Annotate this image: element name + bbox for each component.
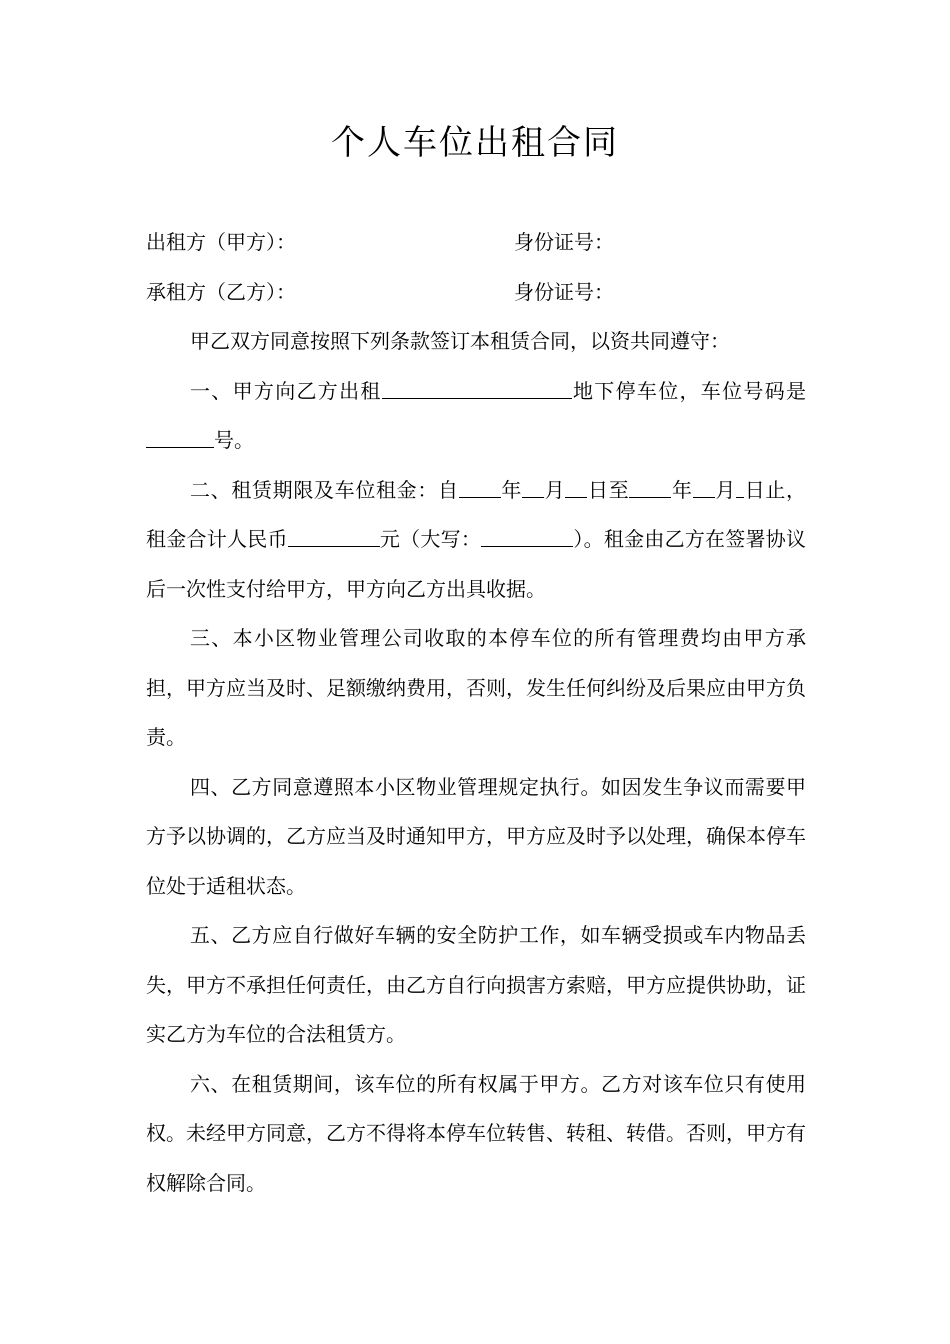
clause-2-text-e: 年 — [671, 477, 693, 502]
start-day-blank — [565, 475, 587, 498]
clause-4: 四、乙方同意遵照本小区物业管理规定执行。如因发生争议而需要甲方予以协调的，乙方应当及时通知甲方，甲方应及时予以处理，确保本停车位处于适租状态。 — [146, 774, 806, 898]
lessor-line — [146, 218, 806, 268]
end-day-blank — [736, 475, 744, 498]
contract-body — [146, 218, 806, 1208]
rent-amount-blank — [288, 524, 380, 547]
end-year-blank — [629, 475, 671, 498]
start-month-blank — [522, 475, 544, 498]
end-month-blank — [693, 475, 715, 498]
clause-3: 三、本小区物业管理公司收取的本停车位的所有管理费均由甲方承担，甲方应当及时、足额缴纳费用，否则，发生任何纠纷及后果应由甲方负责。 — [146, 626, 806, 749]
document-title: 个人车位出租合同 — [331, 123, 619, 163]
clause-2-text-g: 日止，租金合计人民币 — [146, 477, 807, 551]
clause-2-text-d: 日至 — [587, 477, 630, 502]
clause-2-text-c: 月 — [544, 477, 566, 502]
start-year-blank — [459, 475, 501, 498]
clause-1-text-a: 一、甲方向乙方出租 — [190, 378, 382, 403]
lessee-id-label: 身份证号： — [514, 279, 614, 304]
lessee-line — [146, 268, 806, 318]
clause-1-text-c: 号。 — [214, 428, 254, 452]
clause-2-text-h: 元（大写： — [379, 527, 482, 551]
clause-5: 五、乙方应自行做好车辆的安全防护工作，如车辆受损或车内物品丢失，甲方不承担任何责任，由乙方自行向损害方索赔，甲方应提供协助，证实乙方为车位的合法租赁方。 — [146, 923, 806, 1046]
intro-paragraph: 甲乙双方同意按照下列条款签订本租赁合同，以资共同遵守： — [190, 329, 730, 353]
clause-2-text-i: ）。租金由乙方在签署协议后一次性支付给甲方，甲方向乙方出具收据。 — [146, 527, 807, 601]
lessee-label: 承租方（乙方）： — [146, 279, 296, 304]
clause-1 — [146, 367, 806, 466]
space-number-blank — [146, 425, 214, 448]
parking-location-blank — [382, 376, 572, 399]
clause-6: 六、在租赁期间，该车位的所有权属于甲方。乙方对该车位只有使用权。未经甲方同意，乙方不得将本停车位转售、转租、转借。否则，甲方有权解除合同。 — [146, 1071, 806, 1195]
clause-2-text-b: 年 — [500, 477, 523, 502]
clause-2-text-a: 二、租赁期限及车位租金：自 — [190, 477, 459, 502]
lessor-id-label: 身份证号： — [514, 230, 614, 254]
clause-2-text-f: 月 — [714, 477, 737, 502]
lessor-label: 出租方（甲方）： — [146, 230, 296, 254]
clause-2 — [146, 466, 806, 615]
rent-amount-words-blank — [481, 524, 573, 547]
clause-1-text-b: 地下停车位，车位号码是 — [571, 378, 807, 403]
